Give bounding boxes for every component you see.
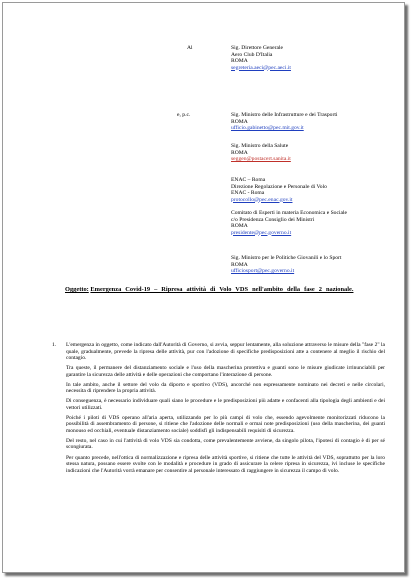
recipient-line: Sig. Ministro della Salute xyxy=(231,143,289,149)
body-paragraph-2: Tra queste, il permanere del distanziamento sociale e l'uso della mascherina protettiva e guanti sono le misure giudicate irrinunciabili per garantire la sicurezza delle attività e delle operazioni che comportano l'interazione di persone. xyxy=(66,365,385,378)
subject-title: Emergenza Covid-19 – Ripresa attività di Volo VDS nell'ambito della fase 2 nazionale. xyxy=(90,286,354,293)
body-paragraph-4: Di conseguenza, è necessario individuare quali siano le procedure e le predisposizioni più adatte e confacenti alla tipologia degli ambienti e dei vettori utilizzati. xyxy=(66,398,385,411)
recipient-line: Sig. Ministro delle Infrastrutture e dei Trasporti xyxy=(231,112,338,118)
recipient-line: ROMA xyxy=(231,118,248,125)
recipient-line: ROMA xyxy=(231,261,248,268)
body-paragraph-text: L'emergenza in oggetto, come indicato dall'Autorità di Governo, si avvia, seppur lentamente, alla soluzione attraverso le misure della "fase 2" la quale, gradualmente, prevede la ripresa delle attività, pur con l'adozione di specifiche predisposizioni atte a contenere al meglio il rischio del contagio. xyxy=(66,342,385,361)
body-paragraph-5: Poiché i piloti di VDS operano all'aria aperta, utilizzando per lo più campi di volo che, essendo agevolmente monitorizzati riducono la possibilità di assembramento di persone, si ritiene che l'adozione delle normali e ormai note predisposizioni (uso della mascherina, dei guanti monouso ed occhiali, eventuale distanziamento sociale) soddisfi gli indispensabili requisiti di sicurezza. xyxy=(66,414,385,434)
subject-key: Oggetto: xyxy=(65,286,89,293)
recipient-line: Sig. Direttore Generale xyxy=(231,45,284,51)
recipient-line: Sig. Ministro per le Politiche Giovanili e lo Sport xyxy=(231,255,342,261)
recipient-email-link[interactable]: protocollo@pec.enac.gov.it xyxy=(231,196,293,203)
recipient-line: c/o Presidenza Consiglio dei Ministri xyxy=(231,216,315,223)
recipient-line: Direzione Regolazione e Personale di Volo xyxy=(231,183,327,190)
body-paragraph-7: Per quanto precede, nell'ottica di normalizzazione e ripresa delle attività sportive, si ritiene che tutte le attività del VDS, soprattutto per la loro stessa natura, possano essere svolte con le modalità e procedure in grado di assicurare la celere ripresa in sicurezza, ivi incluse le specifiche indicazioni che l'Autorità vorrà emanare per consentire al personale interessato di raggiungere in sicurezza il campo di volo. xyxy=(66,454,385,474)
recipient-email-link[interactable]: ufficiosport@pec.governo.it xyxy=(231,268,295,274)
recipient-line: ENAC - Roma xyxy=(231,190,265,196)
subject-line xyxy=(65,286,385,294)
recipient-line: ROMA xyxy=(231,223,248,229)
paragraph-number: 1. xyxy=(52,342,57,348)
recipient-email-link[interactable]: seggen@postacert.sanita.it xyxy=(231,156,291,162)
recipient-email-link[interactable]: segreteria.aeci@pec.aeci.it xyxy=(231,64,291,71)
recipient-email-link[interactable]: presidente@pec.governo.it xyxy=(231,229,292,236)
body-paragraph-1 xyxy=(52,342,385,362)
body-paragraph-6: Del resto, nel caso in cui l'attività di volo VDS sia condotta, come prevalentemente avviene, da singolo pilota, l'ipotesi di contagio è di per sé scongiurata. xyxy=(66,437,385,451)
recipient-line: ROMA xyxy=(231,58,248,64)
letter-body xyxy=(52,342,385,478)
body-paragraph-3: In tale ambito, anche il settore del volo da diporto e sportivo (VDS), ancorché non espressamente nominato nei decreti e nelle circolari, necessita di riprendere la propria attività. xyxy=(66,381,385,395)
recipient-line: ROMA xyxy=(231,149,248,156)
recipient-label: Al xyxy=(187,45,193,51)
recipient-email-link[interactable]: ufficio.gabinetto@pec.mit.gov.it xyxy=(231,125,304,131)
recipient-line: Comitato di Esperti in materia Economica e Sociale xyxy=(231,210,348,216)
recipient-label: e, p.c. xyxy=(177,112,191,118)
recipient-line: ENAC – Roma xyxy=(231,177,266,183)
recipient-line: Aero Club D'Italia xyxy=(231,51,273,58)
document-page xyxy=(2,2,405,573)
